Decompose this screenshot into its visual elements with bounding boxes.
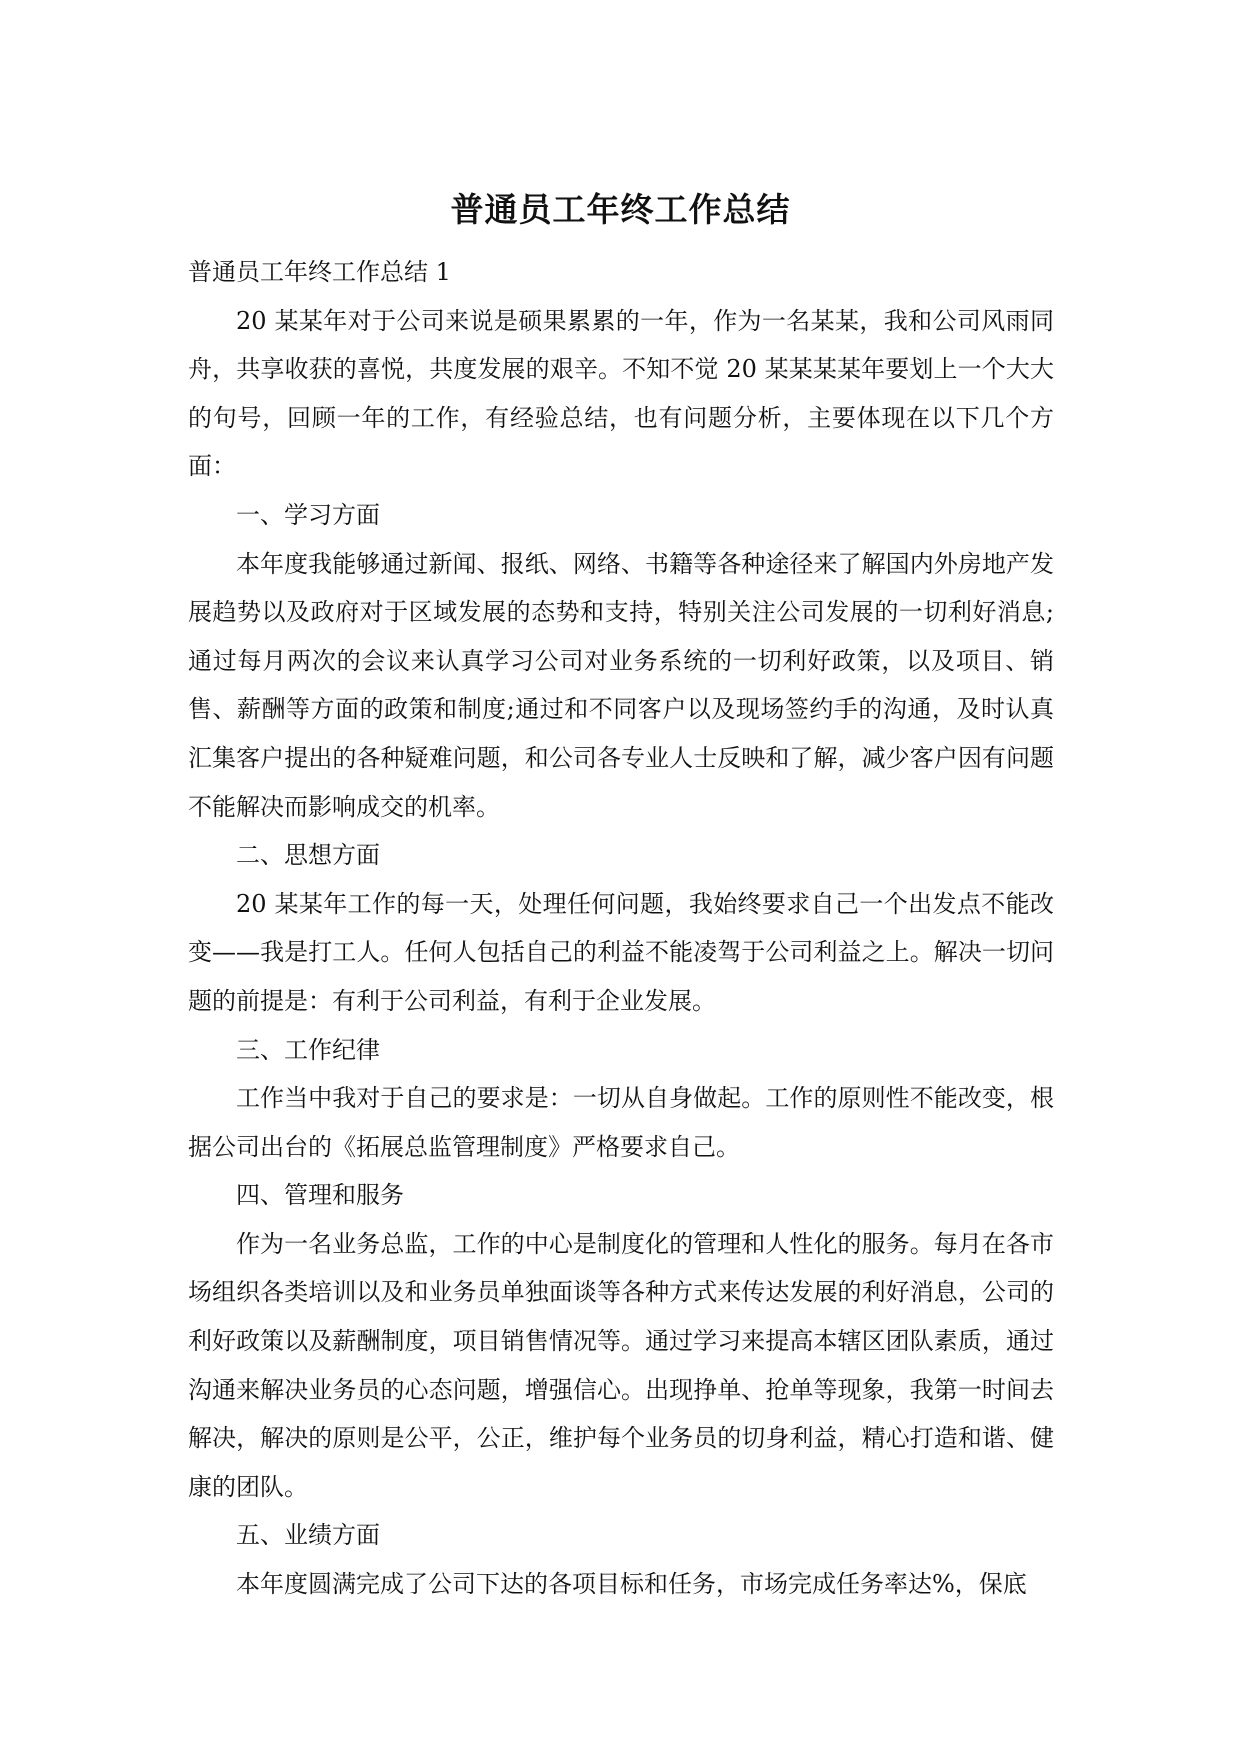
section-paragraph-discipline: 工作当中我对于自己的要求是：一切从自身做起。工作的原则性不能改变，根据公司出台的《拓展总监管理制度》严格要求自己。 (188, 1084, 1054, 1161)
section-heading-study: 一、学习方面 (236, 500, 380, 529)
document-body (188, 248, 1054, 1609)
section-paragraph-management: 作为一名业务总监，工作的中心是制度化的管理和人性化的服务。每月在各市场组织各类培训以及和业务员单独面谈等各种方式来传达发展的利好消息，公司的利好政策以及薪酬制度，项目销售情况等。通过学习来提高本辖区团队素质，通过沟通来解决业务员的心态问题，增强信心。出现挣单、抢单等现象，我第一时间去解决，解决的原则是公平，公正，维护每个业务员的切身利益，精心打造和谐、健康的团队。 (188, 1229, 1054, 1501)
section-paragraph-performance: 本年度圆满完成了公司下达的各项目标和任务，市场完成任务率达%，保底 (236, 1570, 1027, 1599)
section-heading-performance: 五、业绩方面 (236, 1521, 380, 1550)
section-heading-management: 四、管理和服务 (236, 1181, 404, 1210)
section-heading-thinking: 二、思想方面 (236, 841, 380, 870)
section-paragraph-study: 本年度我能够通过新闻、报纸、网络、书籍等各种途径来了解国内外房地产发展趋势以及政府对于区域发展的态势和支持，特别关注公司发展的一切利好消息;通过每月两次的会议来认真学习公司对业务系统的一切利好政策，以及项目、销售、薪酬等方面的政策和制度;通过和不同客户以及现场签约手的沟通，及时认真汇集客户提出的各种疑难问题，和公司各专业人士反映和了解，减少客户因有问题不能解决而影响成交的机率。 (188, 549, 1054, 821)
intro-paragraph: 20 某某年对于公司来说是硕果累累的一年，作为一名某某，我和公司风雨同舟，共享收获的喜悦，共度发展的艰辛。不知不觉 20 某某某某年要划上一个大大的句号，回顾一年的工作，有经验总结，也有问题分析，主要体现在以下几个方面： (188, 306, 1054, 481)
document-subtitle: 普通员工年终工作总结 1 (188, 258, 451, 286)
section-paragraph-thinking: 20 某某年工作的每一天，处理任何问题，我始终要求自己一个出发点不能改变——我是打工人。任何人包括自己的利益不能凌驾于公司利益之上。解决一切问题的前提是：有利于公司利益，有利于企业发展。 (188, 889, 1054, 1015)
section-heading-discipline: 三、工作纪律 (236, 1035, 380, 1064)
document-title: 普通员工年终工作总结 (450, 190, 791, 229)
